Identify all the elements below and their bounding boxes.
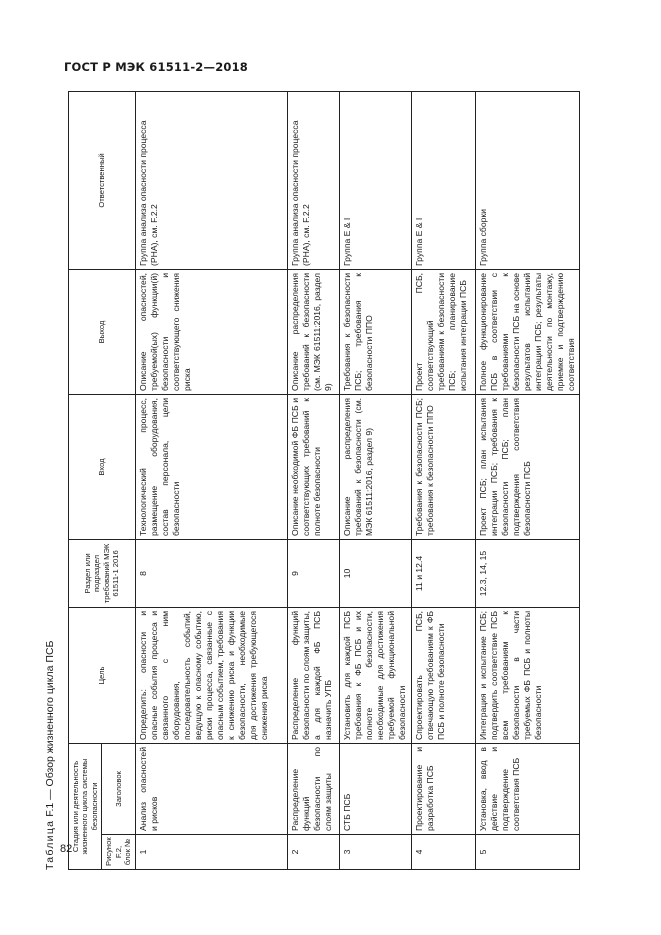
table-row [287,91,339,869]
rotated-table-area [44,70,584,870]
cell-goal: Спроектировать ПСБ, отвечающую требованиям к ФБ ПСБ и полноте безопасности [411,607,475,743]
cell-section: 9 [287,539,339,607]
header-output: Выход [69,269,136,394]
cell-title: Проектирование и разработка ПСБ [411,743,475,834]
cell-responsible: Группа сборки [475,91,579,269]
cell-output: Описание опасностей, требуемой(ых) функции(й) безопасности и соответствующего снижения риска [135,269,287,394]
cell-output: Описание распределения требований к безопасности (см. МЭК 61511:2016, раздел 9) [287,269,339,394]
table-caption [44,641,56,870]
cell-input: Технологический процесс, размещение оборудования, состав персонала, цели безопасности [135,394,287,539]
document-code-header: ГОСТ Р МЭК 61511-2—2018 [64,60,249,74]
cell-block: 2 [287,835,339,870]
table-row [475,91,579,869]
cell-responsible: Группа анализа опасности процесса (PHA), см. F.2.2 [135,91,287,269]
table-caption-prefix: Таблица [44,819,56,870]
cell-goal: Установить для каждой ПСБ требования к ФБ ПСБ и их полноте безопасности, необходимые для достижения требуемой функциональной безопасности [339,607,411,743]
cell-input: Требования к безопасности ПСБ; требования к безопасности ППО [411,394,475,539]
header-stage-group: Стадия или деятельность жизненного цикла системы безопасности [69,743,102,869]
header-goal: Цель [69,607,136,743]
header-input: Вход [69,394,136,539]
cell-section: 12.3, 14, 15 [475,539,579,607]
cell-section: 10 [339,539,411,607]
table-row [411,91,475,869]
cell-block: 1 [135,835,287,870]
header-responsible: Ответственный [69,91,136,269]
header-section: Раздел или подраздел требований МЭК 61511-1 2016 [69,539,136,607]
cell-input: Описание распределения требований к безопасности (см. МЭК 61511:2016, раздел 9) [339,394,411,539]
cell-block: 4 [411,835,475,870]
lifecycle-table [68,91,580,870]
cell-goal: Распределение функций безопасности по слоям защиты, а для каждой ФБ ПСБ назначить УПБ [287,607,339,743]
page-number: 82 [60,843,73,855]
cell-responsible: Группа анализа опасности процесса (PHA), см. F.2.2 [287,91,339,269]
table-header-row [69,91,102,869]
cell-input: Описание необходимой ФБ ПСБ и соответствующих требований к полноте безопасности [287,394,339,539]
cell-responsible: Группа Е & I [411,91,475,269]
cell-block: 3 [339,835,411,870]
header-figure-block: Рисунок F.2, блок № [102,835,135,870]
cell-goal: Определить: опасности и опасные события процесса и связанного с ним оборудования, последовательность событий, ведущую к опасному событию, риски процесса, связанные с опасным событием, требования к снижению риска и функции безопасности, необходимые для достижения требующегося снижения риска [135,607,287,743]
cell-title: Анализ опасностей и рисков [135,743,287,834]
table-row [339,91,411,869]
cell-block: 5 [475,835,579,870]
cell-output: Требования к безопасности ПСБ; требования к безопасности ППО [339,269,411,394]
cell-title: Установка, ввод в действие и подтверждение соответствия ПСБ [475,743,579,834]
table-row [135,91,287,869]
cell-goal: Интеграция и испытание ПСБ; подтвердить соответствие ПСБ всем требованиям к безопасности в части требуемых ФБ ПСБ и полноты безопасности [475,607,579,743]
cell-input: Проект ПСБ; план испытания интеграции ПСБ; требования к безопасности ПСБ; план подтверждения соответствия безопасности ПСБ [475,394,579,539]
table-caption-text: F.1 — Обзор жизненного цикла ПСБ [44,640,56,817]
cell-section: 8 [135,539,287,607]
cell-section: 11 и 12.4 [411,539,475,607]
cell-title: Распределение функций безопасности по слоям защиты [287,743,339,834]
cell-title: СТБ ПСБ [339,743,411,834]
cell-output: Проект ПСБ, соответствующий требованиям к безопасности ПСБ; планирование испытания интеграции ПСБ [411,269,475,394]
cell-responsible: Группа Е & I [339,91,411,269]
cell-output: Полное функционирование ПСБ в соответствии с требованиями к безопасности ПСБ на основе результатов испытаний интеграции ПСБ; результаты деятельности по монтажу, приемке и подтверждению соответствия [475,269,579,394]
header-title: Заголовок [102,743,135,834]
